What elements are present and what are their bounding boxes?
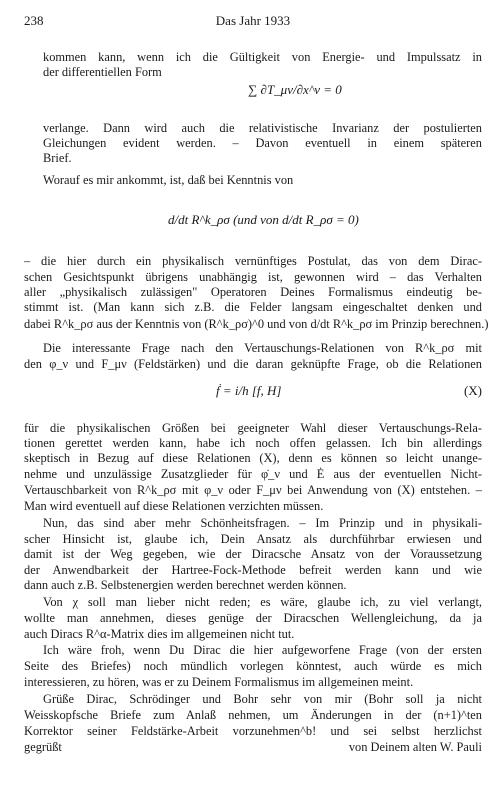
page-number: 238 <box>24 13 44 28</box>
text-line: für die physikalischen Größen bei geeigneter Wahl dieser Vertauschungs-Rela- <box>24 421 482 435</box>
text-line: Ich wäre froh, wenn Du Dirac die hier aufgeworfene Frage (von der ersten <box>43 643 482 657</box>
text-line: Brief. <box>43 151 72 165</box>
text-line: aller „physikalisch zulässigen" Operatoren Deines Formalismus eindeutig be- <box>24 285 482 299</box>
text-line: scher Hinsicht ist, glaube ich, Dein Ansatz als durchführbar erwiesen und <box>24 532 482 546</box>
text-line: auch Diracs R^α-Matrix dies im allgemeinen nicht tut. <box>24 627 295 641</box>
text-line: der Anwendbarkeit der Hartree-Fock-Methode befreit werden kann und wie <box>24 563 482 577</box>
text-line: nehme und unzulässige Zusatzglieder für φ̇_ν und Ė aus der eventuellen Nicht- <box>24 467 482 481</box>
text-line: Nun, das sind aber mehr Schönheitsfragen. – Im Prinzip und in physikali- <box>43 516 482 530</box>
text-line: interessieren, zu hören, was er zu Deinem Formalismus im allgemeinen meint. <box>24 675 414 689</box>
equation-tag: (X) <box>463 383 482 398</box>
text-line: Gleichungen evident werden. – Davon eventuell in einem späteren <box>43 136 482 150</box>
equation-time-derivative: d/dt R^k_ρσ (und von d/dt R_ρσ = 0) <box>168 212 359 227</box>
text-line: verlange. Dann wird auch die relativistische Invarianz der postulierten <box>43 121 482 135</box>
text-line: schen Gesichtspunkt übrigens unabhängig ist, gewonnen wird – das Verhalten <box>24 270 482 284</box>
text-line: Man wird eventuell auf diese Relationen verzichten müssen. <box>24 499 324 513</box>
text-line: Die interessante Frage nach den Vertauschungs-Relationen von R^k_ρσ mit <box>43 341 482 355</box>
text-line: wollte man annehmen, dieses genüge der Diracschen Wellengleichung, da ja <box>24 611 482 625</box>
text-line: damit ist der Weg gegeben, wie der Diracsche Ansatz von der Voraussetzung <box>24 547 482 561</box>
equation-X: ḟ = i/h [f, H] <box>216 383 282 398</box>
text-line: Weisskopfsche Briefe zum Anlaß nehmen, um Änderungen in der (n+1)^ten <box>24 708 482 722</box>
text-line: Vertauschbarkeit von R^k_ρσ mit φ_ν oder F_μν bei Anwendung von (X) entstehen. – <box>24 483 482 497</box>
text-line: Korrektor seiner Feldstärke-Arbeit vorzunehmen^b! und sei selbst herzlichst <box>24 724 482 738</box>
text-line: – die hier durch ein physikalisch vernünftiges Postulat, das von dem Dirac- <box>24 254 482 268</box>
equation-energy-momentum: ∑ ∂T_μν/∂x^ν = 0 <box>248 82 342 97</box>
running-title: Das Jahr 1933 <box>215 13 291 28</box>
text-line: Worauf es mir ankommt, ist, daß bei Kenntnis von <box>43 173 294 187</box>
text-line: gegrüßt <box>24 740 62 754</box>
text-line: Grüße Dirac, Schrödinger und Bohr sehr von mir (Bohr soll ja nicht <box>43 692 482 706</box>
text-line: den φ_ν und F_μν (Feldstärken) und die daran geknüpfte Frage, ob die Relationen <box>24 357 482 371</box>
text-line: skeptisch in Bezug auf diese Relationen (X), denn es können so leicht unange- <box>24 451 482 465</box>
text-line: tionen gerettet werden kann, habe ich noch offen gelassen. Ich bin allerdings <box>24 436 482 450</box>
text-line: dann auch z.B. Selbstenergien werden berechnet werden können. <box>24 578 347 592</box>
text-line: Von χ soll man lieber nicht reden; es wäre, glaube ich, zu viel verlangt, <box>43 595 482 609</box>
text-line: kommen kann, wenn ich die Gültigkeit von Energie- und Impulssatz in <box>43 50 482 64</box>
text-line: Seite des Briefes) noch mündlich vorlegen könntest, auch würde es mich <box>24 659 482 673</box>
signature-line: von Deinem alten W. Pauli <box>348 740 482 754</box>
text-line: stimmt ist. (Man kann sich z.B. die Felder langsam eingeschaltet denken und <box>24 300 482 314</box>
text-line: dabei R^k_ρσ aus der Kenntnis von (R^k_ρσ)^0 und von d/dt R^k_ρσ im Prinzip berechnen.) <box>24 317 489 331</box>
text-line: der differentiellen Form <box>43 65 162 79</box>
